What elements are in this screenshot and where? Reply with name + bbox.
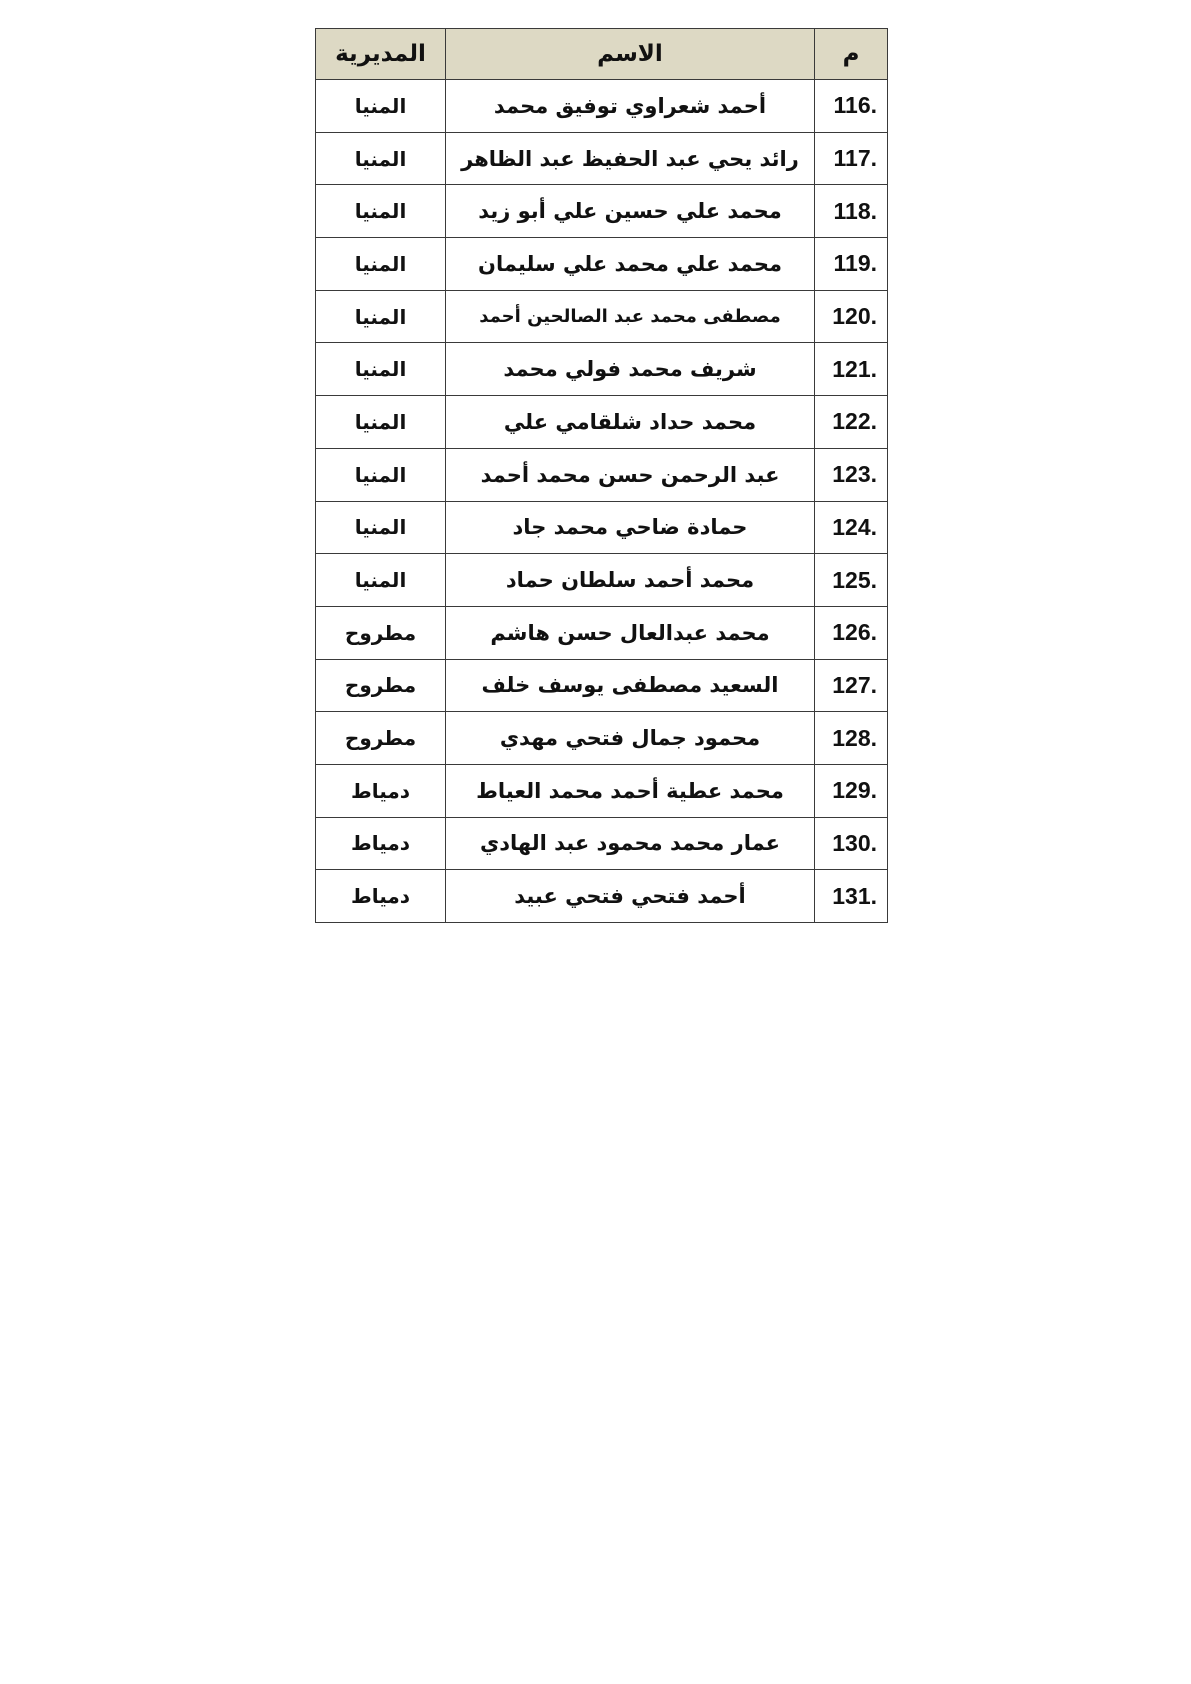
table-row bbox=[316, 817, 888, 870]
row-directorate: دمياط bbox=[316, 817, 446, 870]
row-number: 126. bbox=[815, 606, 888, 659]
row-directorate: المنيا bbox=[316, 185, 446, 238]
row-directorate: المنيا bbox=[316, 132, 446, 185]
row-name: محمد عبدالعال حسن هاشم bbox=[446, 606, 815, 659]
row-directorate: المنيا bbox=[316, 343, 446, 396]
header-name: الاسم bbox=[446, 29, 815, 80]
row-name: محمد علي حسين علي أبو زيد bbox=[446, 185, 815, 238]
row-number: 116. bbox=[815, 80, 888, 133]
row-number: 128. bbox=[815, 712, 888, 765]
row-name: محمد حداد شلقامي علي bbox=[446, 396, 815, 449]
row-directorate: المنيا bbox=[316, 80, 446, 133]
row-directorate: دمياط bbox=[316, 764, 446, 817]
row-number: 131. bbox=[815, 870, 888, 923]
row-number: 120. bbox=[815, 290, 888, 343]
row-name: السعيد مصطفى يوسف خلف bbox=[446, 659, 815, 712]
table-row bbox=[316, 554, 888, 607]
row-directorate: مطروح bbox=[316, 606, 446, 659]
row-name: محمد علي محمد علي سليمان bbox=[446, 238, 815, 291]
row-number: 129. bbox=[815, 764, 888, 817]
row-directorate: دمياط bbox=[316, 870, 446, 923]
header-number: م bbox=[815, 29, 888, 80]
table-row bbox=[316, 132, 888, 185]
table-row bbox=[316, 290, 888, 343]
row-directorate: المنيا bbox=[316, 554, 446, 607]
table-row bbox=[316, 659, 888, 712]
row-number: 125. bbox=[815, 554, 888, 607]
row-name: محمود جمال فتحي مهدي bbox=[446, 712, 815, 765]
row-directorate: مطروح bbox=[316, 659, 446, 712]
row-directorate: مطروح bbox=[316, 712, 446, 765]
table-row bbox=[316, 448, 888, 501]
table-body bbox=[316, 80, 888, 923]
row-name: مصطفى محمد عبد الصالحين أحمد bbox=[446, 290, 815, 343]
header-directorate: المديرية bbox=[316, 29, 446, 80]
table-row bbox=[316, 870, 888, 923]
row-number: 119. bbox=[815, 238, 888, 291]
table-row bbox=[316, 501, 888, 554]
row-name: رائد يحي عبد الحفيظ عبد الظاهر bbox=[446, 132, 815, 185]
row-name: أحمد فتحي فتحي عبيد bbox=[446, 870, 815, 923]
table-row bbox=[316, 712, 888, 765]
table-row bbox=[316, 606, 888, 659]
table-row bbox=[316, 343, 888, 396]
row-number: 127. bbox=[815, 659, 888, 712]
row-number: 121. bbox=[815, 343, 888, 396]
row-name: حمادة ضاحي محمد جاد bbox=[446, 501, 815, 554]
row-number: 123. bbox=[815, 448, 888, 501]
row-number: 118. bbox=[815, 185, 888, 238]
row-number: 122. bbox=[815, 396, 888, 449]
row-name: أحمد شعراوي توفيق محمد bbox=[446, 80, 815, 133]
row-number: 124. bbox=[815, 501, 888, 554]
row-number: 130. bbox=[815, 817, 888, 870]
table-row bbox=[316, 238, 888, 291]
table-row bbox=[316, 80, 888, 133]
row-number: 117. bbox=[815, 132, 888, 185]
table-row bbox=[316, 396, 888, 449]
row-name: محمد أحمد سلطان حماد bbox=[446, 554, 815, 607]
table-row bbox=[316, 764, 888, 817]
row-directorate: المنيا bbox=[316, 501, 446, 554]
header-row bbox=[316, 29, 888, 80]
row-directorate: المنيا bbox=[316, 238, 446, 291]
row-name: شريف محمد فولي محمد bbox=[446, 343, 815, 396]
row-directorate: المنيا bbox=[316, 396, 446, 449]
row-name: عبد الرحمن حسن محمد أحمد bbox=[446, 448, 815, 501]
roster-table bbox=[315, 28, 888, 923]
row-name: عمار محمد محمود عبد الهادي bbox=[446, 817, 815, 870]
table-header bbox=[316, 29, 888, 80]
row-directorate: المنيا bbox=[316, 448, 446, 501]
row-name: محمد عطية أحمد محمد العياط bbox=[446, 764, 815, 817]
table-row bbox=[316, 185, 888, 238]
row-directorate: المنيا bbox=[316, 290, 446, 343]
